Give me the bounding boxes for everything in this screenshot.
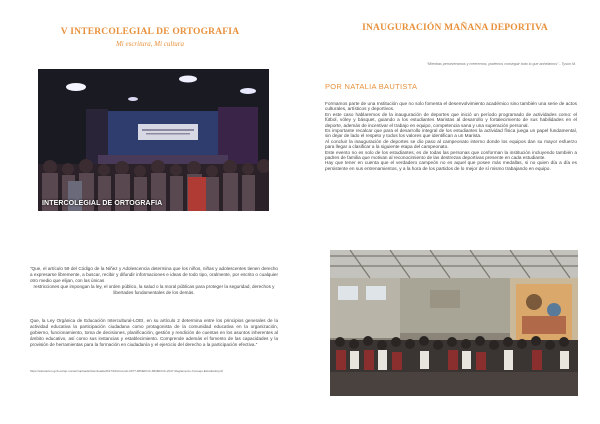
gymnasium-illustration [330,250,578,396]
epigraph-quote: “Mientras persevéramos y creeremos, podemos conseguir todo lo que anhelamos” - Tyson M. [426,62,576,66]
article-paragraph: Es importante recalcar que para el desarrollo integral de los estudiantes la actividad física juega un papel fundamental, sin dejar de lado el respeto y todos los valores que identifican a un Marista. [325,128,577,139]
article-body [325,101,577,171]
event-photo-spelling-contest [38,69,269,211]
quote-line: restricciones que impongan la ley, el orden público, la salud o la moral públicas para proteger la seguridad, derechos y libertades fundamentales de los demás. [33,283,275,295]
article-paragraph: Formamos parte de una Institución que no solo fomenta el desenvolvimiento académico sino también una serie de actos culturales, artísticos y deportivos. [325,101,577,112]
event-photo-sports-inauguration [330,250,578,396]
page-title: V INTERCOLEGIAL DE ORTOGRAFIA [60,27,240,37]
auditorium-illustration [38,69,269,211]
quote-paragraph: Que, la Ley Orgánica de Educación Intercultural-LOEI, en su artículo 2 determina entre los principios generales de la actividad educativa la participación ciudadana como protagonista de la comunidad educativa en la organización, gobierno, funcionamiento, toma de decisiones, planificación, gestión y rendición de cuentas en los asuntos inherentes al ámbito educativo, así como sus instancias y establecimiento. Comprende además el fomento de las capacidades y la provisión de herramientas para la formación en ciudadanía y el ejercicio del derecho a la participación efectiva.” [30,318,278,347]
source-link[interactable]: https://educacion.gob.ec/wp-content/uploads/downloads/2017/10/Acuerdo-0077-MINEDUC-MINEDUC-2017-Reglamento-Consejo-Estudiantil.pdf [30,369,223,373]
article-title: INAUGURACIÓN MAÑANA DEPORTIVA [362,23,548,33]
page-subtitle: Mi escritura, Mi cultura [115,40,185,48]
legal-quote-article-59 [30,266,278,296]
article-paragraph: Al concluir la inauguración de deportes se dio paso al campeonato interno donde los equipos dan su mayor esfuerzo para llegar a clasificar a la siguiente etapa del campeonato. [325,138,577,150]
photo-caption: INTERCOLEGIAL DE ORTOGRAFIA [42,200,163,207]
legal-quote-loei [30,318,278,348]
right-page [300,0,600,424]
article-author: POR NATALIA BAUTISTA [325,82,418,91]
quote-line: “Que, el artículo 59 del Código de la Niñez y Adolescencia determina que los niños, niñas y adolescentes tienen derecho a expresarse libremente, a buscar, recibir y difundir informaciones e ideas de todo tipo, oralmente, por escrito o cualquier otro medio que elijan, con las únicas [30,266,278,283]
article-paragraph: Este evento no es solo de los estudiantes, es de todas las personas que conforman la institución incluyendo también a padres de familia que motivan al reconocimiento de las destrezas deportivas presente en cada estudiante. [325,149,577,161]
article-paragraph: En este caso hablaremos de la inauguración de deportes que inició un período programado de actividades como: el fútbol, vóley y básquet, guiando a los estudiantes Maristas al desarrollo y fortalecimiento de sus habilidades en el deporte, además de incentivar el trabajo en equipo, competencia sana y una superación personal. [325,111,577,128]
article-paragraph: Hay que tener en cuenta que el verdadero campeón no es aquel que posee más medallas, si no quien día a día es persistente en sus entrenamientos, y a la hora de los partidos de lo mejor de sí mismo trabajando en equipo. [325,160,577,171]
